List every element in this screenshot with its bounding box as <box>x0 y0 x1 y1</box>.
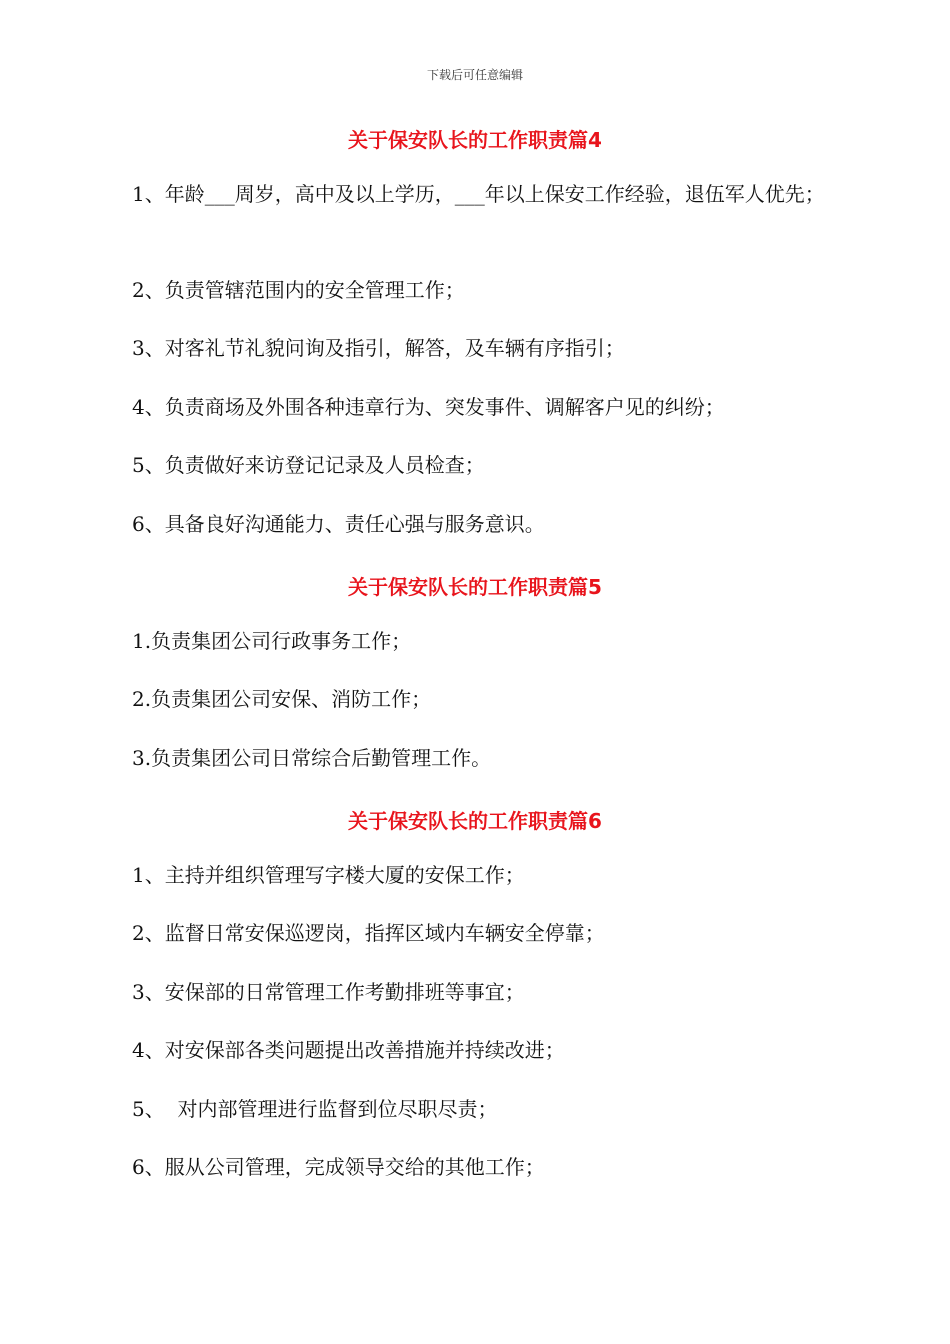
section-6-item-4: 4、对安保部各类问题提出改善措施并持续改进； <box>132 1038 565 1062</box>
section-5-item-2: 2.负责集团公司安保、消防工作； <box>132 687 432 711</box>
section-title-5: 关于保安队长的工作职责篇5 <box>348 575 602 599</box>
section-4-item-4: 4、负责商场及外围各种违章行为、突发事件、调解客户见的纠纷； <box>132 395 725 419</box>
section-6-item-3: 3、安保部的日常管理工作考勤排班等事宜； <box>132 980 525 1004</box>
section-title-4: 关于保安队长的工作职责篇4 <box>348 128 602 152</box>
section-5-item-1: 1.负责集团公司行政事务工作； <box>132 629 412 653</box>
section-6-item-1: 1、主持并组织管理写字楼大厦的安保工作； <box>132 863 525 887</box>
section-4-item-1: 1、年龄___周岁，高中及以上学历，___年以上保安工作经验，退伍军人优先； <box>132 182 825 206</box>
section-4-item-6: 6、具备良好沟通能力、责任心强与服务意识。 <box>132 512 545 536</box>
section-4-item-5: 5、负责做好来访登记记录及人员检查； <box>132 453 485 477</box>
section-6-item-2: 2、监督日常安保巡逻岗，指挥区域内车辆安全停靠； <box>132 921 605 945</box>
section-5-item-3: 3.负责集团公司日常综合后勤管理工作。 <box>132 746 492 770</box>
section-4-item-2: 2、负责管辖范围内的安全管理工作； <box>132 278 465 302</box>
section-6-item-5: 5、 对内部管理进行监督到位尽职尽责； <box>132 1097 498 1121</box>
section-4-item-3: 3、对客礼节礼貌问询及指引，解答，及车辆有序指引； <box>132 336 625 360</box>
section-6-item-6: 6、服从公司管理，完成领导交给的其他工作； <box>132 1155 545 1179</box>
page-header-note: 下载后可任意编辑 <box>426 68 523 82</box>
section-title-6: 关于保安队长的工作职责篇6 <box>348 809 602 833</box>
